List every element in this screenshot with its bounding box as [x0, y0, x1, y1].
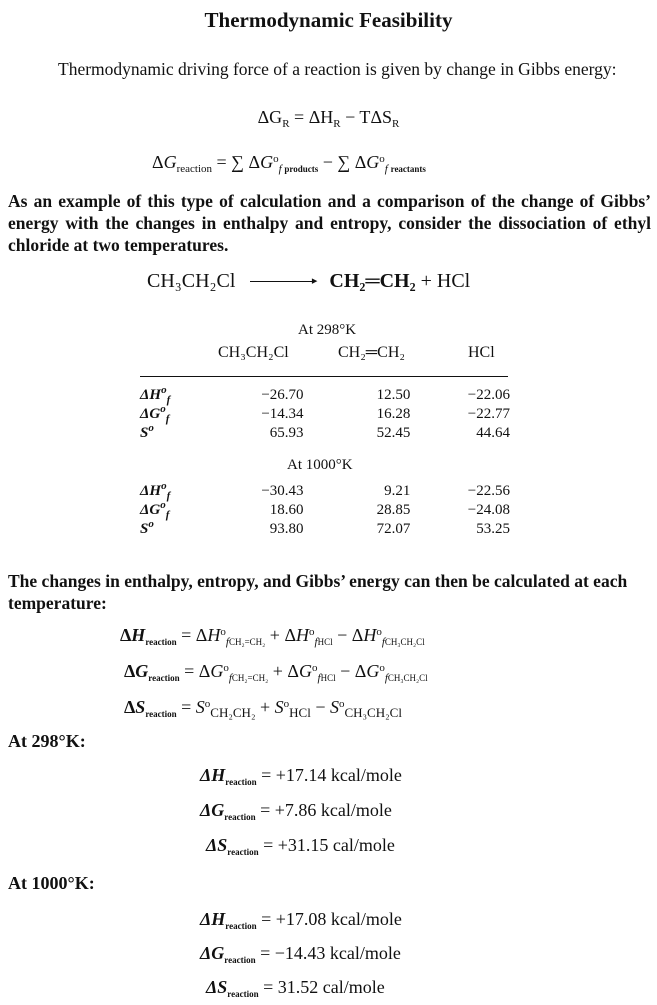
eq-rhs-sub: R	[392, 118, 400, 130]
result-value: −14.43 kcal/mole	[274, 943, 401, 963]
result-value: +17.08 kcal/mole	[275, 909, 402, 929]
table-cell: 93.80	[269, 521, 304, 537]
formula-enthalpy: $\Delta H_{reaction} = \Delta H^o_{fCH_2=CH_2} + \Delta H^o_{fHCl} - \Delta H^o_{fCH_3CH_2Cl}$	[120, 625, 425, 648]
result-op: =	[261, 909, 272, 929]
reaction-line	[147, 270, 470, 293]
result-row	[200, 765, 402, 786]
sum-prod-sub: products	[284, 164, 319, 174]
temp-label-298: At 298°K	[298, 322, 357, 338]
formula-entropy: $\Delta S_{reaction} = S^o_{CH_2CH_2} + S^o_{HCl} - S^o_{CH_3CH_2Cl}$	[124, 697, 402, 720]
formula-g-sub: reaction	[148, 673, 180, 683]
col-header-ethyl-chloride: CH₃CH₂Cl	[218, 344, 289, 361]
result-sub: reaction	[224, 955, 256, 965]
result-sym: ΔH	[200, 765, 226, 785]
result-row	[200, 943, 401, 964]
table-row	[140, 405, 510, 424]
result-sym: ΔS	[206, 835, 228, 855]
results-label-298: At 298°K:	[8, 731, 86, 751]
result-sym: ΔG	[200, 800, 225, 820]
table-298	[140, 386, 510, 443]
formula-h-hcl: HCl	[317, 637, 333, 647]
table-cell: −26.70	[261, 387, 304, 403]
table-cell: 12.50	[376, 387, 411, 403]
table-cell: 65.93	[269, 425, 304, 441]
formula-g-eth: CH₂=CH₂	[231, 673, 269, 683]
result-sub: reaction	[224, 812, 256, 822]
result-value: 31.52 cal/mole	[277, 977, 385, 997]
table-row	[140, 386, 510, 405]
table-cell: −22.77	[467, 406, 510, 422]
result-sub: reaction	[227, 847, 259, 857]
result-op: =	[261, 765, 272, 785]
table-1000	[140, 482, 510, 539]
table-cell: −30.43	[261, 483, 304, 499]
eq-mid-sub: R	[333, 118, 341, 130]
results-label-1000: At 1000°K:	[8, 873, 95, 893]
table-rule	[140, 376, 508, 377]
result-op: =	[260, 943, 271, 963]
table-cell: −14.34	[261, 406, 304, 422]
prop-label: $S^o$	[140, 518, 154, 537]
product-1: CH₂═CH₂	[329, 270, 416, 292]
reaction-arrow-icon: ▸	[250, 281, 314, 282]
prop-label: $\Delta G^o_f$	[140, 499, 170, 521]
plus-sign: +	[420, 270, 432, 292]
gibbs-equation: $\Delta G_R = \Delta H_R - T\Delta S_R$	[257, 107, 400, 130]
result-row	[206, 835, 395, 856]
eq-mid: ΔH	[308, 107, 334, 127]
changes-paragraph: The changes in enthalpy, entropy, and Gibbs’ energy can then be calculated at each temperature:	[8, 571, 628, 613]
result-sym: ΔG	[200, 943, 225, 963]
product-2: HCl	[436, 270, 471, 292]
gibbs-sum-equation: $\Delta G_{reaction}$ = ∑ $\Delta G^o_{f products}$ − ∑ $\Delta G^o_{f reactants}$	[152, 152, 426, 175]
result-op: =	[263, 835, 274, 855]
formula-h-sub: reaction	[145, 637, 177, 647]
table-cell: 9.21	[384, 483, 411, 499]
table-cell: 28.85	[376, 502, 411, 518]
temp-label-1000: At 1000°K	[287, 457, 353, 473]
formula-h-eth: CH₂=CH₂	[228, 637, 266, 647]
table-row	[140, 501, 510, 520]
table-cell: −22.56	[467, 483, 510, 499]
reactant: CH₃CH₂Cl	[147, 270, 236, 292]
sum-react-sub: reactants	[390, 164, 426, 174]
table-cell: 52.45	[376, 425, 411, 441]
prop-label: $S^o$	[140, 422, 154, 441]
result-row	[206, 977, 385, 998]
eq-lhs: ΔG	[257, 107, 283, 127]
formula-s-eth: CH₂CH₂	[210, 705, 256, 720]
result-op: =	[260, 800, 271, 820]
table-cell: 53.25	[476, 521, 510, 537]
result-sym: ΔH	[200, 909, 226, 929]
result-value: +31.15 cal/mole	[277, 835, 395, 855]
table-cell: −22.06	[467, 387, 510, 403]
result-row	[200, 800, 392, 821]
result-value: +7.86 kcal/mole	[274, 800, 392, 820]
intro-paragraph: Thermodynamic driving force of a reaction is given by change in Gibbs energy:	[58, 59, 617, 79]
col-header-ethylene: CH₂═CH₂	[338, 344, 405, 361]
table-cell: 44.64	[476, 425, 510, 441]
result-op: =	[263, 977, 274, 997]
col-header-hcl: HCl	[468, 344, 495, 361]
prop-label: $\Delta G^o_f$	[140, 403, 170, 425]
prop-label: $\Delta H^o_f$	[140, 384, 171, 406]
result-value: +17.14 kcal/mole	[275, 765, 402, 785]
formula-s-sub: reaction	[145, 709, 177, 719]
table-row	[140, 520, 510, 539]
result-sub: reaction	[225, 921, 257, 931]
eq-lhs-sub: R	[282, 118, 290, 130]
formula-g-hcl: HCl	[320, 673, 336, 683]
formula-gibbs: $\Delta G_{reaction} = \Delta G^o_{fCH_2=CH_2} + \Delta G^o_{fHCl} - \Delta G^o_{fCH_3CH_2Cl}$	[124, 661, 428, 684]
prop-label: $\Delta H^o_f$	[140, 480, 171, 502]
formula-s-hcl: HCl	[289, 705, 311, 720]
result-row	[200, 909, 402, 930]
result-sub: reaction	[227, 989, 259, 999]
formula-s-ecl: CH₃CH₂Cl	[344, 705, 402, 720]
result-sym: ΔS	[206, 977, 228, 997]
formula-h-ecl: CH₃CH₂Cl	[384, 637, 425, 647]
sum-lhs-sub: reaction	[176, 163, 213, 175]
table-row	[140, 424, 510, 443]
example-paragraph: As an example of this type of calculation and a comparison of the change of Gibbs’ energy with the changes in enthalpy and entropy, consider the dissociation of ethyl chloride at two temperatures.	[8, 191, 651, 255]
table-row	[140, 482, 510, 501]
table-cell: 72.07	[376, 521, 411, 537]
result-sub: reaction	[225, 777, 257, 787]
formula-g-ecl: CH₃CH₂Cl	[387, 673, 428, 683]
page-title: Thermodynamic Feasibility	[204, 8, 453, 32]
table-cell: 18.60	[269, 502, 304, 518]
table-cell: −24.08	[467, 502, 510, 518]
table-cell: 16.28	[376, 406, 411, 422]
